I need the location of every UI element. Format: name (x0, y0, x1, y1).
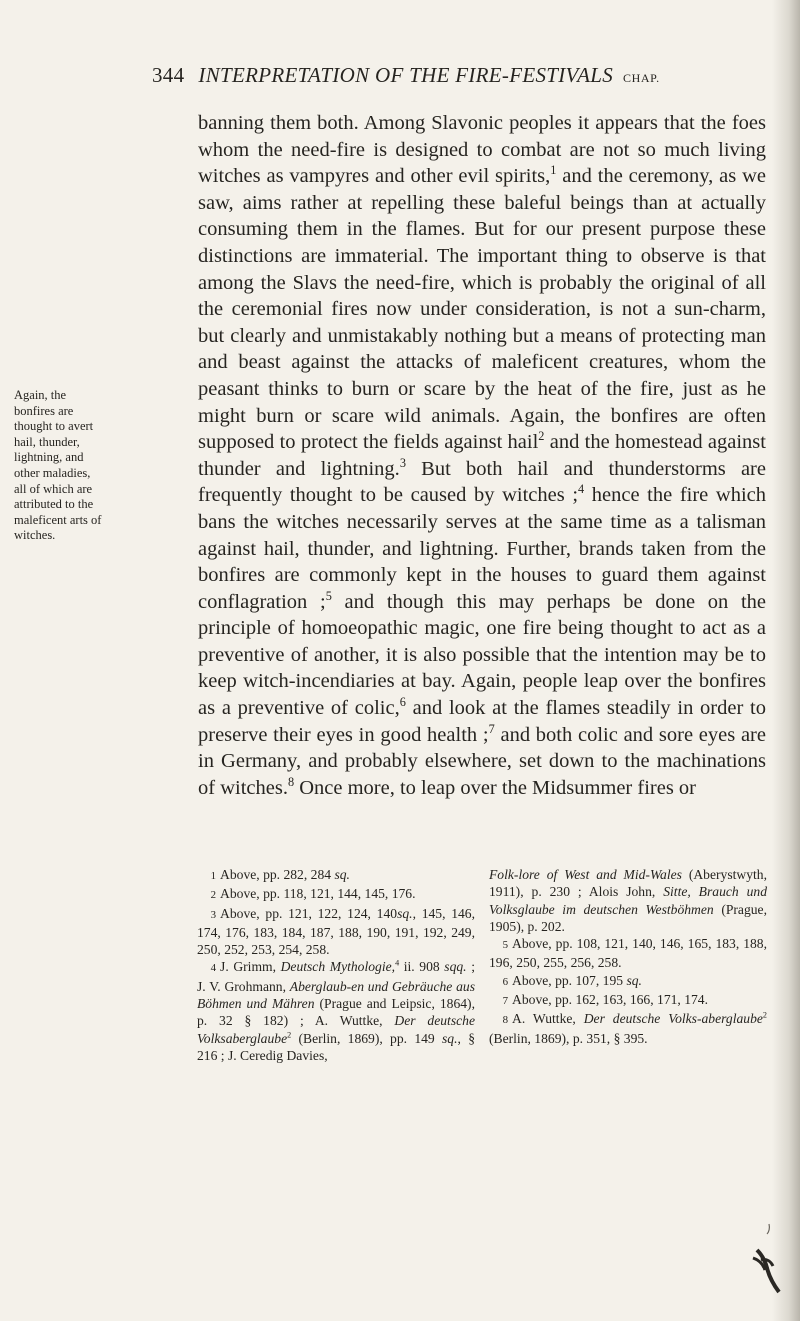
body-sentence: But both hail and thunderstorms are frequently thought to be caused by witches ; (198, 457, 766, 507)
body-sentence: and look at the flames steadily in order to preserve their eyes in good health ; (198, 697, 767, 746)
body-sentence: and the homestead against thunder and lightning. (198, 431, 766, 480)
running-title: INTERPRETATION OF THE FIRE-FESTIVALS (198, 63, 614, 87)
footnote-4: 4 J. Grimm, Deutsch Mythologie,$^4$ ii. 908 sqq. ; J. V. Grohmann, Aberglaub-en und Gebräuche aus Böhmen und Mähren (Prague and Leipsic, 1864), p. 32 § 182) ; A. Wuttke, Der deutsche Volksaberglaube$^2$ (Berlin, 1869), pp. 149 sq., § 216 ; J. Ceredig Davies, (197, 958, 475, 1063)
page-edge-shadow (772, 0, 800, 1321)
body-text (198, 110, 766, 801)
footnote-ref: 7 (488, 721, 495, 736)
footnote-ref: 4 (578, 482, 585, 497)
chapter-abbrev: CHAP. (623, 71, 660, 85)
body-sentence: and the ceremony, as we saw, aims rather at repelling these baleful beings than at actually consuming them in the flames. But for our present purpose these distinctions are immaterial. The important thing to observe is that among the Slavs the need-fire, which is probably the original of all the ceremonial fires now under consideration, is not a sun-charm, but clearly and unmistakably nothing but a means of protecting man and beast against the attacks of maleficent creatures, whom the peasant thinks to burn or scare by the heat of the fire, just as he might burn or scare wild animals. Again, the bonfires are often supposed to protect the fields against hail (198, 165, 766, 454)
footnote-ref: 1 (550, 163, 557, 178)
page-number: 344 (152, 63, 185, 87)
footnote-ref: 6 (399, 695, 406, 710)
footnote-ref: 8 (287, 775, 295, 790)
body-sentence: banning them both. Among Slavonic peoples it appears that the foes whom the need-fire is designed to combat are not so much living witches as vampyres and other evil spirits, (198, 112, 766, 188)
body-sentence: Once more, to leap over the Midsummer fires or (294, 776, 697, 799)
footnotes (197, 866, 767, 1064)
page-corner-ornament-icon (743, 1220, 783, 1300)
running-header (152, 63, 772, 88)
footnote-6: 6 Above, pp. 107, 195 sq. (502, 972, 642, 988)
body-paragraph (198, 110, 766, 801)
body-sentence: and both colic and sore eyes are in Germany, and probably elsewhere, set down to the machinations of witches. (198, 723, 766, 799)
body-sentence: and though this may perhaps be done on the principle of homoeopathic magic, one fire being thought to act as a preventive of another, it is also possible that the intention may be to keep witch-incendiaries at bay. Again, people leap over the bonfires as a preventive of colic, (198, 590, 767, 720)
footnote-3: 3 Above, pp. 121, 122, 124, 140sq., 145, 146, 174, 176, 183, 184, 187, 188, 190, 191, 192, 249, 250, 252, 253, 254, 258. (197, 905, 475, 958)
footnote-2: 2 Above, pp. 118, 121, 144, 145, 176. (210, 886, 416, 902)
footnote-1: 1 Above, pp. 282, 284 sq. (210, 867, 350, 882)
margin-note: Again, the bonfires are thought to avert hail, thunder, lightning, and other maladies, all of which are attributed to the maleficent arts of witches. (14, 388, 102, 543)
body-sentence: hence the fire which bans the witches necessarily serves at the same time as a talisman against hail, thunder, and lightning. Further, brands taken from the bonfires are commonly kept in the houses to guard them against conflagration ; (198, 484, 766, 613)
footnote-5: 5 Above, pp. 108, 121, 140, 146, 165, 183, 188, 196, 250, 255, 256, 258. (489, 936, 767, 971)
footnote-column-right (489, 866, 767, 1064)
footnote-8: 8 A. Wuttke, Der deutsche Volks-aberglaube$^2$ (Berlin, 1869), p. 351, § 395. (489, 1010, 767, 1046)
footnote-ref: 3 (399, 455, 406, 470)
footnote-ref: 5 (325, 588, 332, 603)
footnote-7: 7 Above, pp. 162, 163, 166, 171, 174. (502, 992, 708, 1008)
footnote-4-continued: Folk-lore of West and Mid-Wales (Aberystwyth, 1911), p. 230 ; Alois John, Sitte, Brauch und Volksglaube im deutschen Westböhmen (Prague, 1905), p. 202. (489, 867, 768, 934)
footnote-column-left (197, 866, 475, 1064)
footnote-ref: 2 (538, 429, 545, 444)
